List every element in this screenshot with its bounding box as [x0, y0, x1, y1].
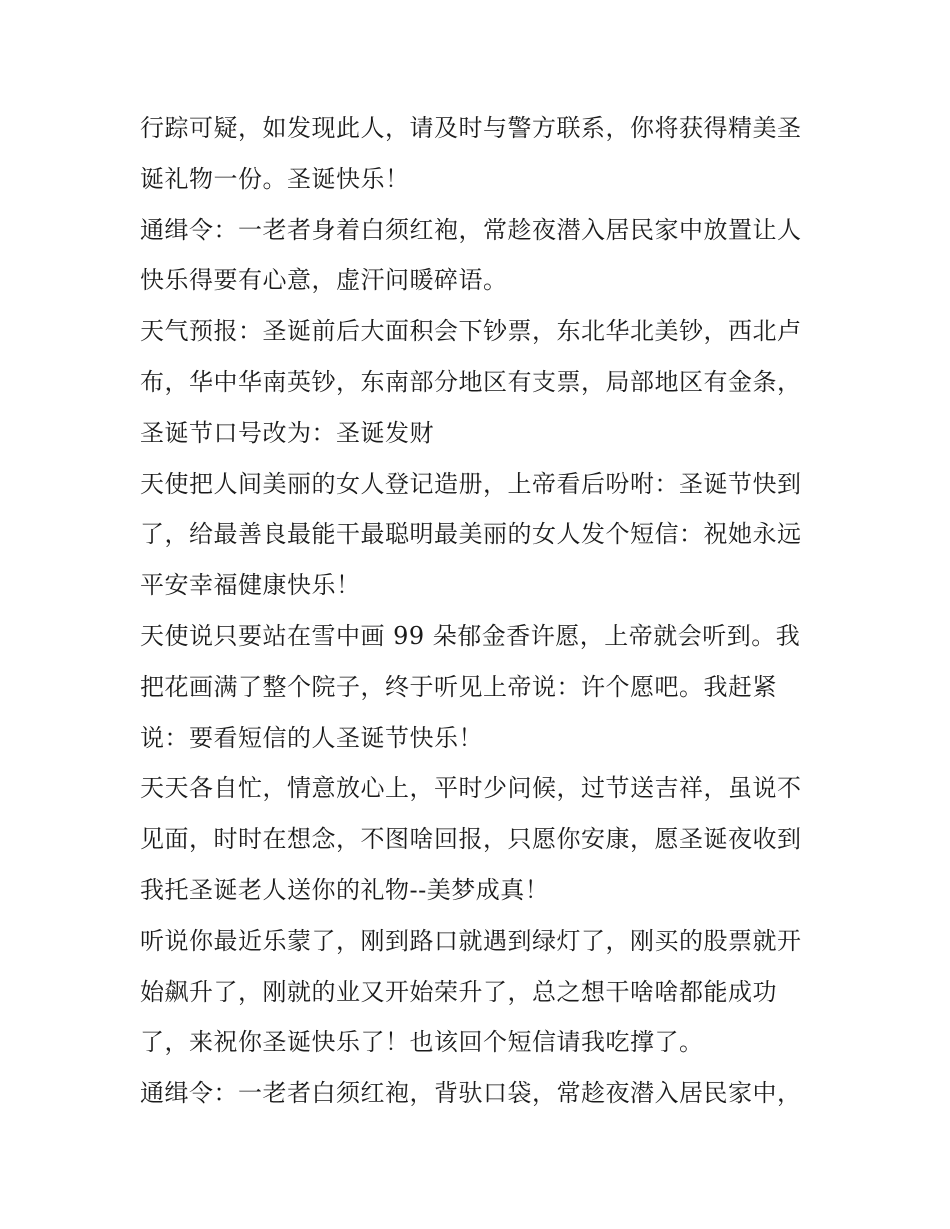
text-line: 见面，时时在想念，不图啥回报，只愿你安康，愿圣诞夜收到: [140, 825, 802, 854]
text-line: 了，来祝你圣诞快乐了！也该回个短信请我吃撑了。: [140, 1028, 704, 1057]
text-line: 诞礼物一份。圣诞快乐！: [140, 164, 410, 193]
text-line: 把花画满了整个院子，终于听见上帝说：许个愿吧。我赶紧: [140, 672, 777, 701]
document-body: [140, 103, 820, 1119]
text-line: 圣诞节口号改为：圣诞发财: [140, 418, 434, 447]
text-line: 天使说只要站在雪中画 99 朵郁金香许愿，上帝就会听到。我: [140, 621, 801, 650]
text-line: 行踪可疑，如发现此人，请及时与警方联系，你将获得精美圣: [140, 114, 802, 142]
text-line: 始飙升了，刚就的业又开始荣升了，总之想干啥啥都能成功: [140, 977, 777, 1006]
text-line: 快乐得要有心意，虚汗问暖碎语。: [140, 266, 508, 295]
text-line: 我托圣诞老人送你的礼物--美梦成真！: [140, 875, 550, 904]
text-line: 说：要看短信的人圣诞节快乐！: [140, 723, 483, 752]
text-line: 通缉令：一老者白须红袍，背驮口袋，常趁夜潜入居民家中，: [140, 1079, 802, 1108]
text-line: 天使把人间美丽的女人登记造册，上帝看后吩咐：圣诞节快到: [140, 469, 802, 498]
text-line: 天气预报：圣诞前后大面积会下钞票，东北华北美钞，西北卢: [140, 317, 802, 346]
text-line: 了，给最善良最能干最聪明最美丽的女人发个短信：祝她永远: [140, 520, 802, 549]
text-line: 天天各自忙，情意放心上，平时少问候，过节送吉祥，虽说不: [140, 774, 802, 803]
text-line: 通缉令：一老者身着白须红袍，常趁夜潜入居民家中放置让人: [140, 215, 802, 244]
text-line: 平安幸福健康快乐！: [140, 571, 361, 600]
text-line: 布，华中华南英钞，东南部分地区有支票，局部地区有金条，: [140, 367, 802, 396]
text-line: 听说你最近乐蒙了，刚到路口就遇到绿灯了，刚买的股票就开: [140, 926, 802, 955]
